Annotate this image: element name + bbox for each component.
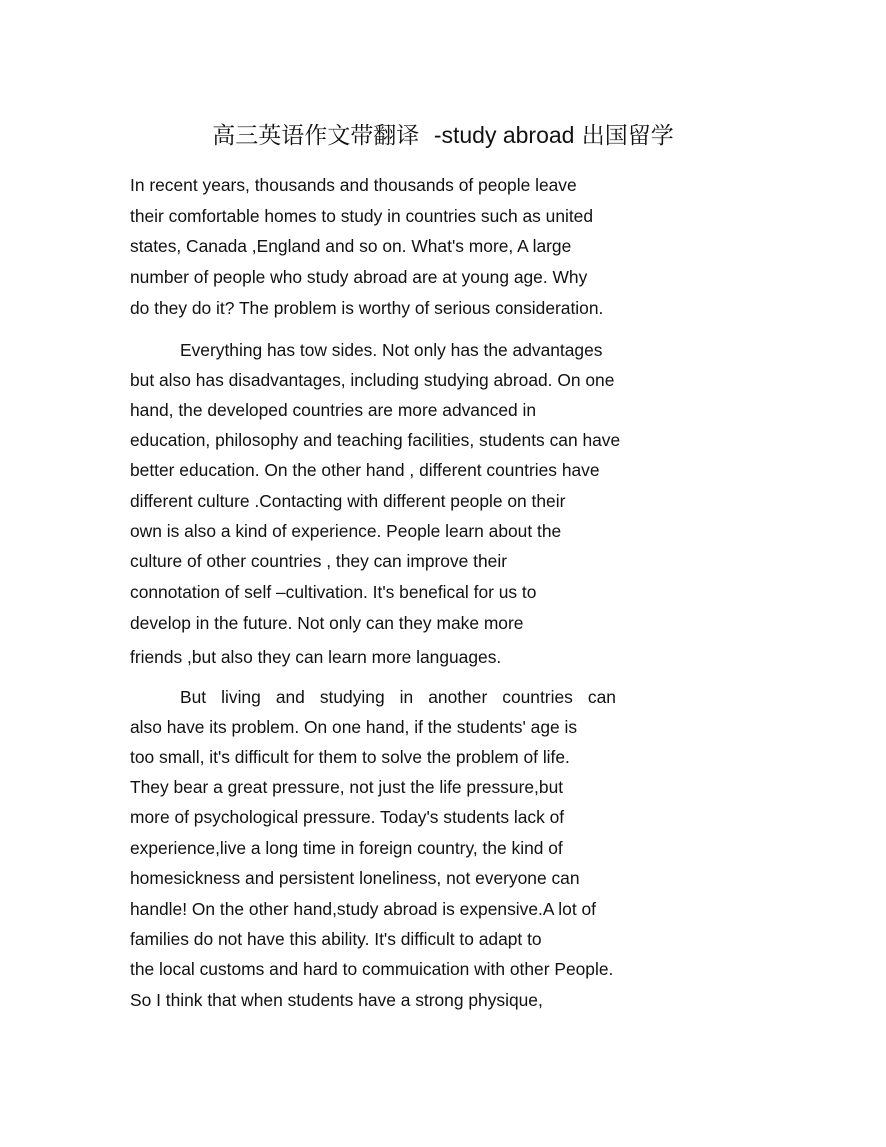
paragraph-2-line: education, philosophy and teaching facilities, students can have	[130, 430, 621, 450]
paragraph-2-line: but also has disadvantages, including studying abroad. On one	[130, 370, 615, 390]
paragraph-2-line: own is also a kind of experience. People learn about the	[130, 521, 562, 541]
paragraph-3-line: experience,live a long time in foreign country, the kind of	[130, 838, 563, 858]
paragraph-2-line: Everything has tow sides. Not only has the advantages	[180, 340, 603, 360]
paragraph-2-line: culture of other countries , they can improve their	[130, 551, 507, 571]
paragraph-3-line: more of psychological pressure. Today's students lack of	[130, 807, 565, 827]
paragraph-3-first-line	[180, 687, 616, 707]
word: countries	[502, 687, 573, 707]
paragraph-2-line: different culture .Contacting with different people on their	[130, 491, 566, 511]
paragraph-1-line: number of people who study abroad are at young age. Why	[130, 267, 588, 287]
paragraph-3-line: So I think that when students have a strong physique,	[130, 990, 543, 1010]
paragraph-3-line: They bear a great pressure, not just the life pressure,but	[130, 777, 564, 797]
paragraph-3-line: homesickness and persistent loneliness, not everyone can	[130, 868, 580, 888]
title-chinese-suffix: 出国留学	[581, 123, 674, 149]
word: another	[428, 687, 488, 707]
document-title	[0, 117, 886, 150]
paragraph-2-line: hand, the developed countries are more advanced in	[130, 400, 537, 420]
word: and	[275, 687, 305, 707]
paragraph-2-line: develop in the future. Not only can they make more	[130, 613, 524, 633]
paragraph-2-line: better education. On the other hand , different countries have	[130, 460, 600, 480]
paragraph-3-line: families do not have this ability. It's difficult to adapt to	[130, 929, 542, 949]
paragraph-2-line: friends ,but also they can learn more languages.	[130, 647, 502, 667]
word: can	[587, 687, 616, 707]
title-english-part: -study abroad	[433, 122, 575, 148]
paragraph-3-line: too small, it's difficult for them to solve the problem of life.	[130, 747, 570, 767]
paragraph-1-line: do they do it? The problem is worthy of serious consideration.	[130, 298, 604, 318]
paragraph-1-line: their comfortable homes to study in countries such as united	[130, 206, 594, 226]
paragraph-1-line: states, Canada ,England and so on. What's more, A large	[130, 236, 572, 256]
word: studying	[319, 687, 385, 707]
title-chinese-prefix: 高三英语作文带翻译	[212, 123, 420, 149]
paragraph-1-line: In recent years, thousands and thousands of people leave	[130, 175, 577, 195]
paragraph-3-line: handle! On the other hand,study abroad is expensive.A lot of	[130, 899, 596, 919]
paragraph-3-line: also have its problem. On one hand, if the students' age is	[130, 717, 578, 737]
word: But	[180, 687, 207, 707]
paragraph-2-line: connotation of self –cultivation. It's benefical for us to	[130, 582, 537, 602]
paragraph-3-line: the local customs and hard to commuication with other People.	[130, 959, 614, 979]
word: living	[221, 687, 261, 707]
word: in	[399, 687, 414, 707]
